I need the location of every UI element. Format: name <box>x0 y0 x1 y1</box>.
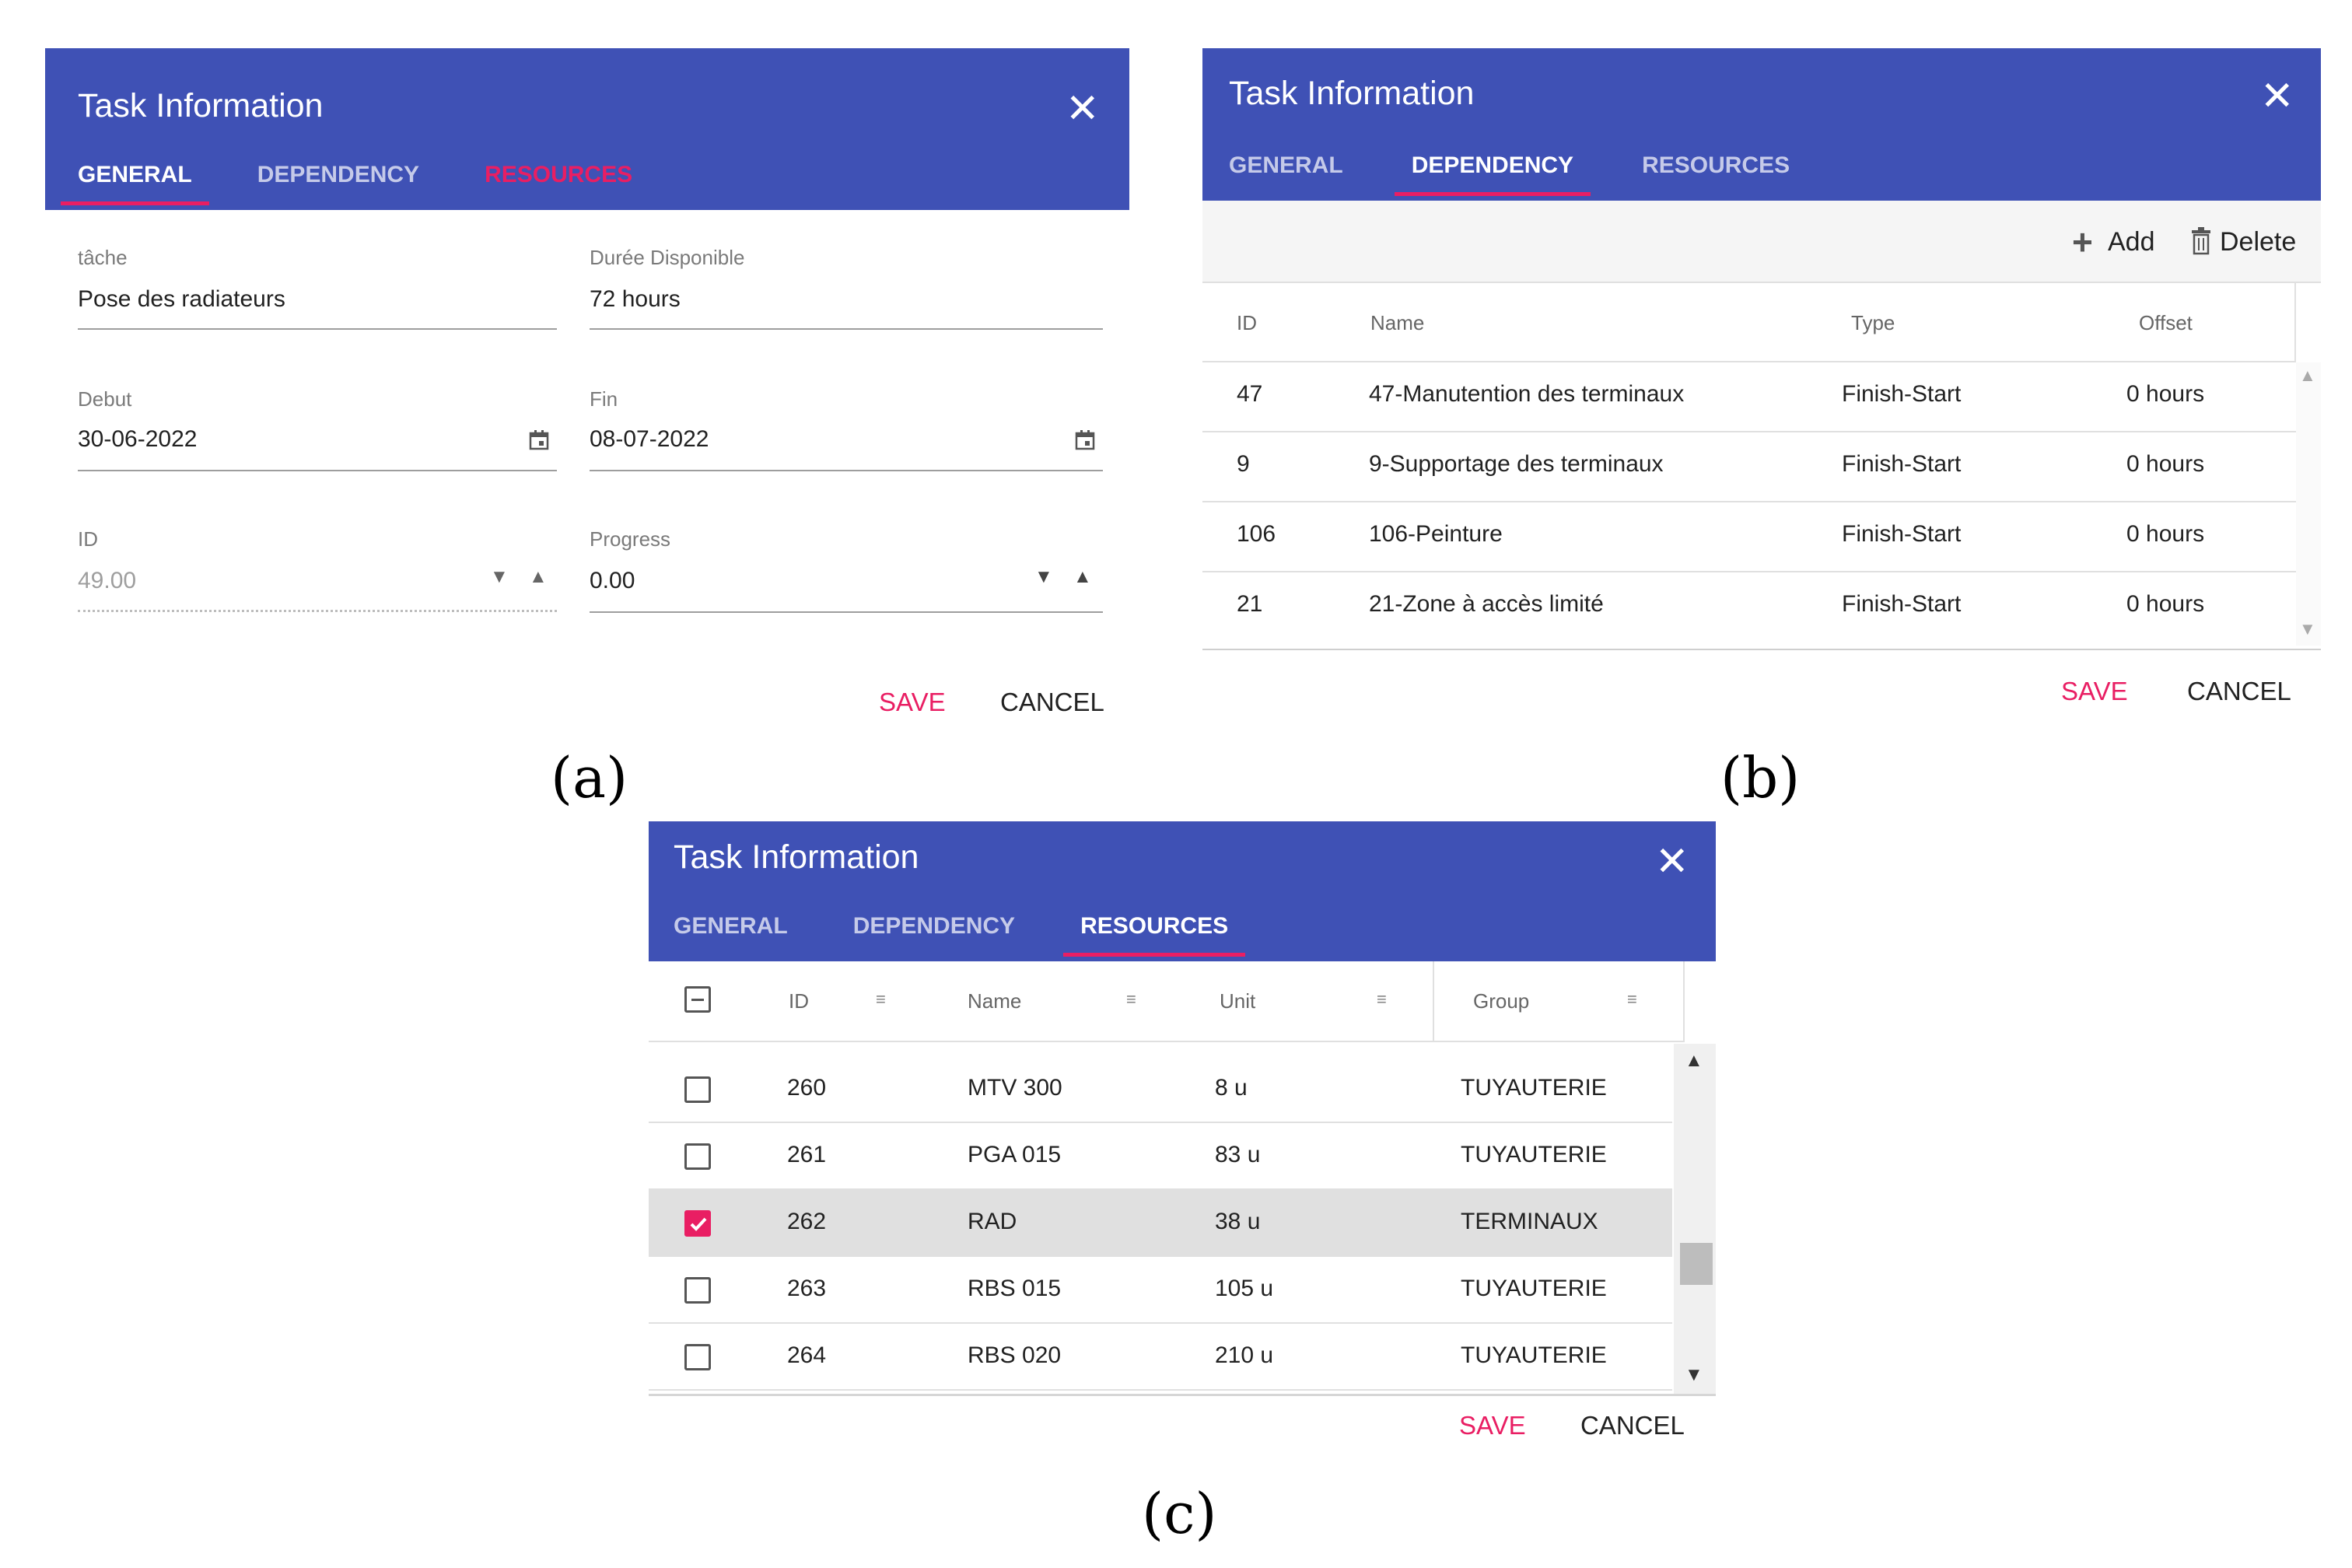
cell-group: TUYAUTERIE <box>1461 1142 1607 1167</box>
close-icon[interactable]: ✕ <box>2260 74 2294 119</box>
trash-icon[interactable] <box>2190 227 2212 255</box>
tab-resources[interactable]: RESOURCES <box>1642 152 1790 178</box>
cell-id: 106 <box>1237 521 1276 547</box>
calendar-icon[interactable] <box>529 429 549 451</box>
scroll-down-icon[interactable]: ▼ <box>2299 619 2316 639</box>
task-dialog-general <box>45 48 1129 733</box>
caption-c: (c) <box>1142 1481 1217 1546</box>
cell-name: RBS 015 <box>968 1276 1062 1301</box>
grid-bottom-border <box>1202 649 2321 650</box>
tab-dependency[interactable]: DEPENDENCY <box>1411 152 1574 178</box>
tab-bar <box>78 162 632 188</box>
tab-resources[interactable]: RESOURCES <box>485 162 633 187</box>
end-underline <box>590 470 1103 471</box>
cell-unit: 210 u <box>1215 1342 1274 1368</box>
dialog-header <box>1202 48 2321 201</box>
cell-id: 261 <box>787 1142 827 1167</box>
col-header-name[interactable]: Name <box>968 989 1022 1013</box>
cell-unit: 8 u <box>1215 1075 1248 1101</box>
row-checkbox[interactable] <box>684 1344 711 1370</box>
progress-underline <box>590 611 1103 613</box>
progress-input[interactable]: 0.00 <box>590 568 635 593</box>
cell-unit: 38 u <box>1215 1209 1261 1234</box>
column-divider <box>1433 961 1434 1041</box>
table-row[interactable] <box>649 1056 1672 1123</box>
progress-label: Progress <box>590 527 671 551</box>
grid-header-divider <box>2294 282 2296 361</box>
table-row[interactable] <box>649 1324 1672 1391</box>
scroll-up-icon[interactable]: ▲ <box>2299 366 2316 385</box>
caption-a: (a) <box>551 745 628 810</box>
filter-icon[interactable]: ≡ <box>876 989 886 1009</box>
scrollbar[interactable] <box>1674 1044 1716 1394</box>
dialog-header <box>45 48 1129 210</box>
delete-button[interactable]: Delete <box>2220 227 2297 257</box>
col-header-type[interactable]: Type <box>1851 311 1895 334</box>
dialog-title: Task Information <box>1229 75 1475 112</box>
scroll-thumb[interactable] <box>1680 1243 1713 1285</box>
scroll-up-icon[interactable]: ▲ <box>1685 1050 1703 1071</box>
dependency-grid <box>1202 282 2321 705</box>
tab-resources[interactable]: RESOURCES <box>1080 913 1229 939</box>
caption-b: (b) <box>1720 745 1801 810</box>
plus-icon[interactable]: + <box>2072 222 2093 262</box>
save-button[interactable]: SAVE <box>879 688 946 716</box>
cell-name: PGA 015 <box>968 1142 1062 1167</box>
task-input[interactable]: Pose des radiateurs <box>78 286 285 312</box>
table-row[interactable] <box>1202 432 2296 502</box>
task-dialog-resources <box>649 821 1716 1459</box>
grid-header-divider <box>1683 961 1685 1041</box>
select-all-checkbox[interactable] <box>684 986 711 1013</box>
start-underline <box>78 470 557 471</box>
cell-offset: 0 hours <box>2126 451 2205 477</box>
end-date-input[interactable]: 08-07-2022 <box>590 426 709 452</box>
cancel-button[interactable]: CANCEL <box>1580 1411 1685 1440</box>
table-row[interactable] <box>1202 572 2296 641</box>
start-date-input[interactable]: 30-06-2022 <box>78 426 198 452</box>
cell-id: 9 <box>1237 451 1250 477</box>
filter-icon[interactable]: ≡ <box>1126 989 1136 1009</box>
cell-name: RAD <box>968 1209 1017 1234</box>
table-row[interactable] <box>649 1257 1672 1324</box>
duration-label: Durée Disponible <box>590 246 745 269</box>
task-dialog-dependency <box>1202 48 2321 717</box>
tab-bar <box>674 913 1228 940</box>
table-row[interactable] <box>649 1123 1672 1190</box>
table-row[interactable] <box>1202 502 2296 572</box>
id-underline <box>78 610 557 612</box>
calendar-icon[interactable] <box>1075 429 1095 451</box>
start-label: Debut <box>78 387 132 411</box>
col-header-name[interactable]: Name <box>1370 311 1425 334</box>
duration-input[interactable]: 72 hours <box>590 286 681 312</box>
add-button[interactable]: Add <box>2108 227 2155 257</box>
row-checkbox[interactable] <box>684 1210 711 1237</box>
col-header-group[interactable]: Group <box>1473 989 1530 1013</box>
dialog-title: Task Information <box>78 87 324 124</box>
grid-toolbar <box>1202 201 2321 283</box>
cell-offset: 0 hours <box>2126 381 2205 407</box>
cell-unit: 83 u <box>1215 1142 1261 1167</box>
cell-id: 262 <box>787 1209 827 1234</box>
tab-bar <box>1229 152 1790 179</box>
row-checkbox[interactable] <box>684 1277 711 1304</box>
end-label: Fin <box>590 387 618 411</box>
cell-group: TUYAUTERIE <box>1461 1075 1607 1101</box>
cell-unit: 105 u <box>1215 1276 1274 1301</box>
cell-name: 47-Manutention des terminaux <box>1369 381 1685 407</box>
grid-header-row <box>649 961 1685 1042</box>
row-checkbox[interactable] <box>684 1143 711 1170</box>
check-icon <box>688 1214 709 1234</box>
cell-type: Finish-Start <box>1842 451 1962 477</box>
spin-down-icon[interactable]: ▼ <box>1034 566 1053 587</box>
save-button[interactable]: SAVE <box>1459 1411 1526 1440</box>
cell-name: 106-Peinture <box>1369 521 1503 547</box>
cell-name: MTV 300 <box>968 1075 1062 1101</box>
cell-id: 263 <box>787 1276 827 1301</box>
col-header-id[interactable]: ID <box>1237 311 1257 334</box>
cell-offset: 0 hours <box>2126 591 2205 617</box>
spin-up-icon[interactable]: ▲ <box>529 566 548 587</box>
cell-id: 264 <box>787 1342 827 1368</box>
cell-name: 21-Zone à accès limité <box>1369 591 1604 617</box>
spin-up-icon[interactable]: ▲ <box>1073 566 1092 587</box>
cell-id: 260 <box>787 1075 827 1101</box>
cell-offset: 0 hours <box>2126 521 2205 547</box>
grid-bottom-border <box>649 1394 1716 1396</box>
spin-down-icon[interactable]: ▼ <box>490 566 509 587</box>
cell-group: TERMINAUX <box>1461 1209 1598 1234</box>
tab-dependency[interactable]: DEPENDENCY <box>257 162 420 187</box>
tab-dependency[interactable]: DEPENDENCY <box>852 913 1016 939</box>
row-checkbox[interactable] <box>684 1076 711 1103</box>
filter-icon[interactable]: ≡ <box>1627 989 1637 1009</box>
cell-group: TUYAUTERIE <box>1461 1342 1607 1368</box>
cell-type: Finish-Start <box>1842 521 1962 547</box>
duration-underline <box>590 328 1103 330</box>
task-underline <box>78 328 557 330</box>
tab-general[interactable]: GENERAL <box>674 913 788 939</box>
task-label: tâche <box>78 246 128 269</box>
cell-name: RBS 020 <box>968 1342 1062 1368</box>
col-header-unit[interactable]: Unit <box>1220 989 1256 1013</box>
col-header-offset[interactable]: Offset <box>2139 311 2193 334</box>
table-row[interactable] <box>1202 362 2296 432</box>
cancel-button[interactable]: CANCEL <box>2187 677 2291 705</box>
dialog-title: Task Information <box>674 838 919 876</box>
cell-id: 21 <box>1237 591 1263 617</box>
tab-general[interactable]: GENERAL <box>1229 152 1343 178</box>
grid-header-row <box>1202 282 2296 362</box>
filter-icon[interactable]: ≡ <box>1377 989 1387 1009</box>
close-icon[interactable]: ✕ <box>1655 839 1689 884</box>
resources-grid <box>649 961 1716 1436</box>
cell-name: 9-Supportage des terminaux <box>1369 451 1664 477</box>
tab-general[interactable]: GENERAL <box>78 162 192 187</box>
minus-icon <box>691 999 704 1001</box>
id-label: ID <box>78 527 98 551</box>
col-header-id[interactable]: ID <box>789 989 809 1013</box>
cell-type: Finish-Start <box>1842 591 1962 617</box>
cell-group: TUYAUTERIE <box>1461 1276 1607 1301</box>
cell-type: Finish-Start <box>1842 381 1962 407</box>
scrollbar[interactable] <box>2296 362 2321 646</box>
save-button[interactable]: SAVE <box>2061 677 2128 705</box>
close-icon[interactable]: ✕ <box>1066 86 1100 131</box>
scroll-down-icon[interactable]: ▼ <box>1685 1364 1703 1385</box>
dialog-header <box>649 821 1716 961</box>
cancel-button[interactable]: CANCEL <box>1000 688 1104 716</box>
cell-id: 47 <box>1237 381 1263 407</box>
table-row-selected[interactable] <box>649 1190 1672 1257</box>
id-input: 49.00 <box>78 568 137 593</box>
